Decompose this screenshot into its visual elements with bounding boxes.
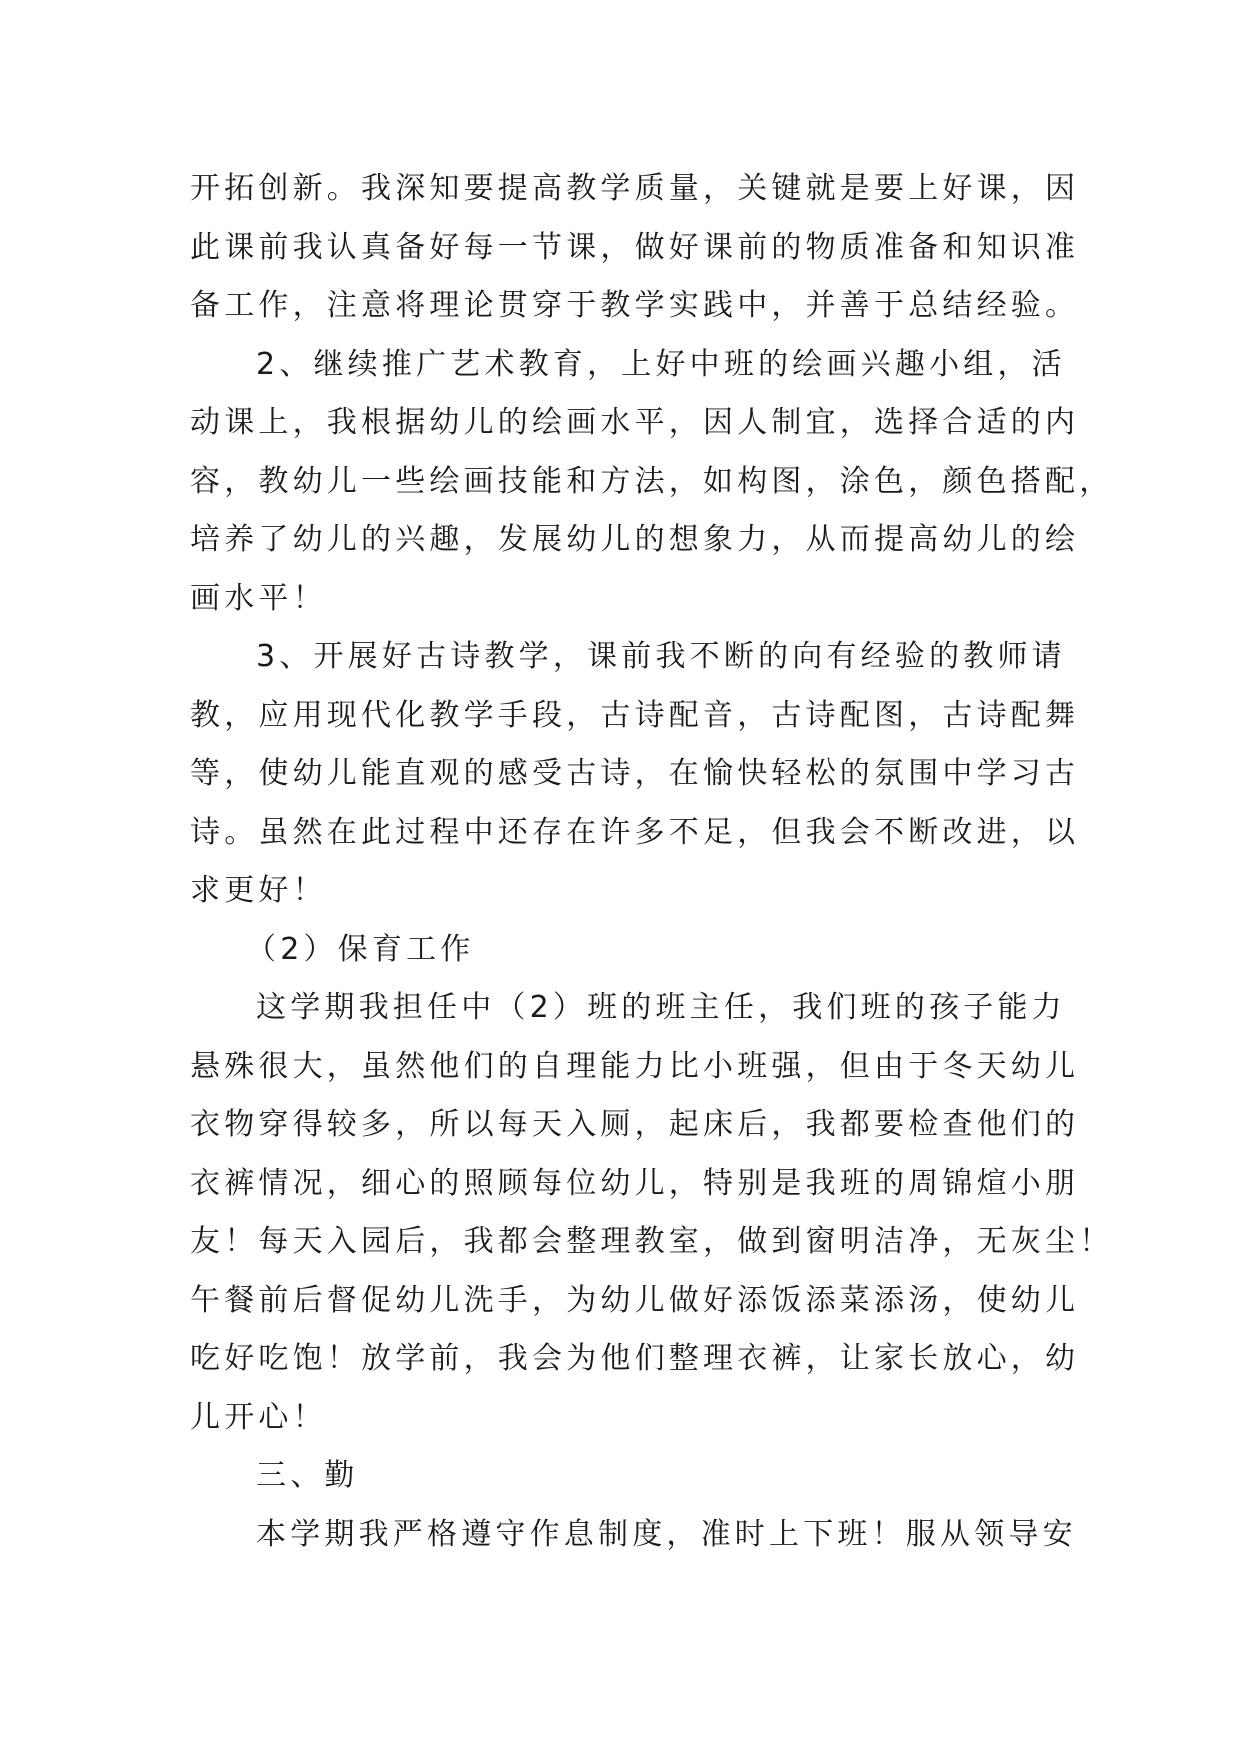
text-line: 衣物穿得较多，所以每天入厕，起床后，我都要检查他们的: [190, 1107, 1080, 1142]
text-line: 衣裤情况，细心的照顾每位幼儿，特别是我班的周锦煊小朋: [190, 1165, 1080, 1201]
paragraph-start-line: 这学期我担任中（2）班的班主任，我们班的孩子能力: [256, 990, 1066, 1025]
text-line: 求更好！: [190, 873, 327, 908]
text-line: 教，应用现代化教学手段，古诗配音，古诗配图，古诗配舞: [190, 697, 1080, 733]
text-line: 此课前我认真备好每一节课，做好课前的物质准备和知识准: [190, 229, 1080, 265]
text-line: 动课上，我根据幼儿的绘画水平，因人制宜，选择合适的内: [190, 405, 1080, 440]
text-line: 培养了幼儿的兴趣，发展幼儿的想象力，从而提高幼儿的绘: [190, 522, 1080, 557]
text-line: 儿开心！: [190, 1399, 327, 1435]
text-line: 等，使幼儿能直观的感受古诗，在愉快轻松的氛围中学习古: [190, 756, 1080, 791]
paragraph-start-line: 3、开展好古诗教学，课前我不断的向有经验的教师请: [256, 639, 1066, 674]
text-line: 悬殊很大，虽然他们的自理能力比小班强，但由于冬天幼儿: [190, 1048, 1080, 1084]
text-line: 友！每天入园后，我都会整理教室，做到窗明洁净，无灰尘！: [190, 1224, 1114, 1259]
section-heading: （2）保育工作: [246, 931, 475, 967]
paragraph-start-line: 本学期我严格遵守作息制度，准时上下班！服从领导安: [256, 1516, 1077, 1552]
paragraph-start-line: 2、继续推广艺术教育，上好中班的绘画兴趣小组，活: [256, 346, 1066, 382]
section-heading: 三、勤: [256, 1458, 359, 1493]
text-line: 吃好吃饱！放学前，我会为他们整理衣裤，让家长放心，幼: [190, 1341, 1080, 1376]
text-line: 开拓创新。我深知要提高教学质量，关键就是要上好课，因: [190, 171, 1080, 206]
text-line: 画水平！: [190, 580, 327, 616]
text-line: 诗。虽然在此过程中还存在许多不足，但我会不断改进，以: [190, 814, 1080, 850]
document-body: [190, 160, 1114, 1564]
text-line: 备工作，注意将理论贯穿于教学实践中，并善于总结经验。: [190, 288, 1080, 323]
text-line: 容，教幼儿一些绘画技能和方法，如构图，涂色，颜色搭配，: [190, 463, 1114, 499]
text-line: 午餐前后督促幼儿洗手，为幼儿做好添饭添菜添汤，使幼儿: [190, 1282, 1080, 1318]
